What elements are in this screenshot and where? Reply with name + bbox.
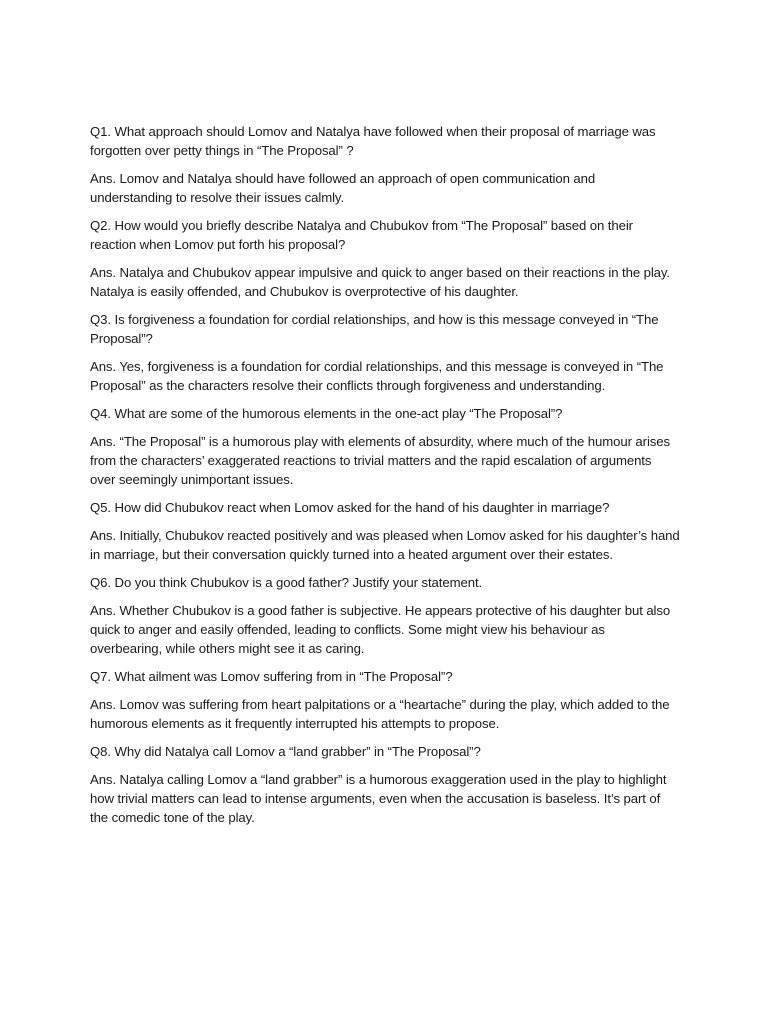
question-5: Q5. How did Chubukov react when Lomov asked for the hand of his daughter in marriage? xyxy=(90,500,610,515)
answer-2: Ans. Natalya and Chubukov appear impulsive and quick to anger based on their reactions in the play. Natalya is easily offended, and Chubukov is overprotective of his daughter. xyxy=(90,265,670,299)
answer-7: Ans. Lomov was suffering from heart palpitations or a “heartache” during the play, which added to the humorous elements as it frequently interrupted his attempts to propose. xyxy=(90,697,670,731)
answer-1: Ans. Lomov and Natalya should have followed an approach of open communication and understanding to resolve their issues calmly. xyxy=(90,171,596,205)
question-1: Q1. What approach should Lomov and Natalya have followed when their proposal of marriage was forgotten over petty things in “The Proposal” ? xyxy=(90,124,656,158)
answer-6: Ans. Whether Chubukov is a good father is subjective. He appears protective of his daughter but also quick to anger and easily offended, leading to conflicts. Some might view his behaviour as overbearing, while others might see it as caring. xyxy=(90,603,671,656)
question-2: Q2. How would you briefly describe Natalya and Chubukov from “The Proposal” based on their reaction when Lomov put forth his proposal? xyxy=(90,218,633,252)
answer-8: Ans. Natalya calling Lomov a “land grabber” is a humorous exaggeration used in the play to highlight how trivial matters can lead to intense arguments, even when the accusation is baseless. It’s part of the comedic tone of the play. xyxy=(90,772,667,825)
question-6: Q6. Do you think Chubukov is a good father? Justify your statement. xyxy=(90,575,483,590)
answer-3: Ans. Yes, forgiveness is a foundation for cordial relationships, and this message is conveyed in “The Proposal” as the characters resolve their conflicts through forgiveness and understanding. xyxy=(90,359,664,393)
question-3: Q3. Is forgiveness a foundation for cordial relationships, and how is this message conveyed in “The Proposal”? xyxy=(90,312,659,346)
question-7: Q7. What ailment was Lomov suffering from in “The Proposal”? xyxy=(90,669,453,684)
question-8: Q8. Why did Natalya call Lomov a “land grabber” in “The Proposal”? xyxy=(90,744,481,759)
answer-5: Ans. Initially, Chubukov reacted positively and was pleased when Lomov asked for his daughter’s hand in marriage, but their conversation quickly turned into a heated argument over their estates. xyxy=(90,528,680,562)
answer-4: Ans. “The Proposal” is a humorous play with elements of absurdity, where much of the humour arises from the characters’ exaggerated reactions to trivial matters and the rapid escalation of arguments over seemingly unimportant issues. xyxy=(90,434,670,487)
document-page xyxy=(90,122,680,836)
question-4: Q4. What are some of the humorous elements in the one-act play “The Proposal”? xyxy=(90,406,563,421)
